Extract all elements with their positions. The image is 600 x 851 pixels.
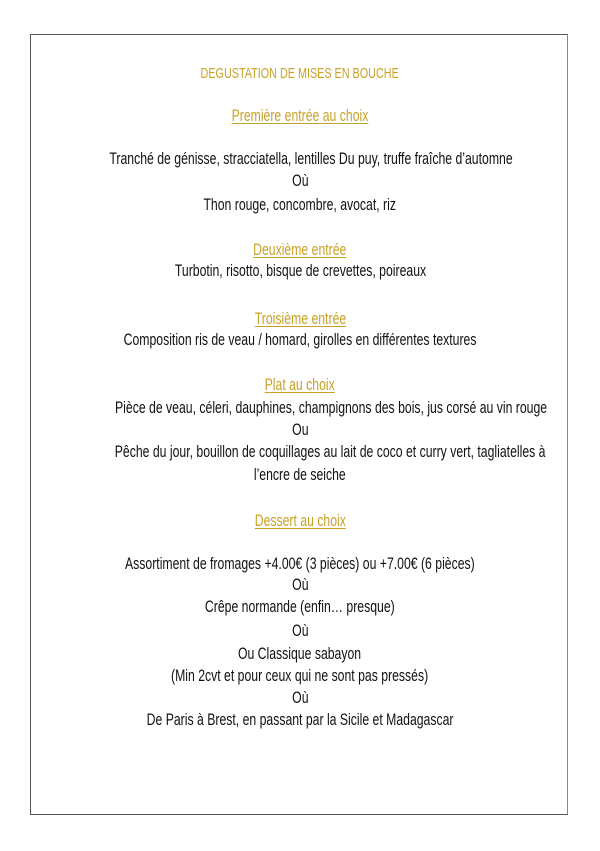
section-heading-deuxieme-entree: Deuxième entrée [253, 240, 347, 259]
dish-line: Turbotin, risotto, bisque de crevettes, poireaux [174, 261, 426, 280]
section-heading-troisieme-entree: Troisième entrée [254, 309, 346, 328]
dish-line: Tranché de génisse, stracciatella, lentilles Du puy, truffe fraîche d’automne [109, 149, 513, 168]
dish-line: Crêpe normande (enfin… presque) [205, 597, 395, 616]
dish-line: Composition ris de veau / homard, girolles en différentes textures [123, 330, 477, 349]
section-heading-premiere-entree: Première entrée au choix [231, 106, 369, 125]
dish-line: Assortiment de fromages +4.00€ (3 pièces) ou +7.00€ (6 pièces) [125, 554, 475, 573]
or-separator: Où [291, 621, 309, 640]
menu-title: DEGUSTATION DE MISES EN BOUCHE [200, 65, 400, 82]
or-separator: Ou [291, 420, 309, 439]
dish-line: Thon rouge, concombre, avocat, riz [203, 195, 397, 214]
section-heading-dessert: Dessert au choix [254, 511, 346, 530]
dish-line: Ou Classique sabayon [238, 644, 362, 663]
dish-line: l’encre de seiche [254, 465, 346, 484]
dish-note: (Min 2cvt et pour ceux qui ne sont pas pressés) [171, 666, 429, 685]
section-heading-plat: Plat au choix [264, 375, 336, 394]
or-separator: Où [291, 688, 309, 707]
or-separator: Où [291, 575, 309, 594]
menu-page [30, 34, 568, 815]
dish-line: De Paris à Brest, en passant par la Sicile et Madagascar [146, 710, 454, 729]
or-separator: Où [291, 171, 309, 190]
dish-line: Pêche du jour, bouillon de coquillages au lait de coco et curry vert, tagliatelles à [114, 442, 546, 461]
dish-line: Pièce de veau, céleri, dauphines, champignons des bois, jus corsé au vin rouge [115, 398, 548, 417]
